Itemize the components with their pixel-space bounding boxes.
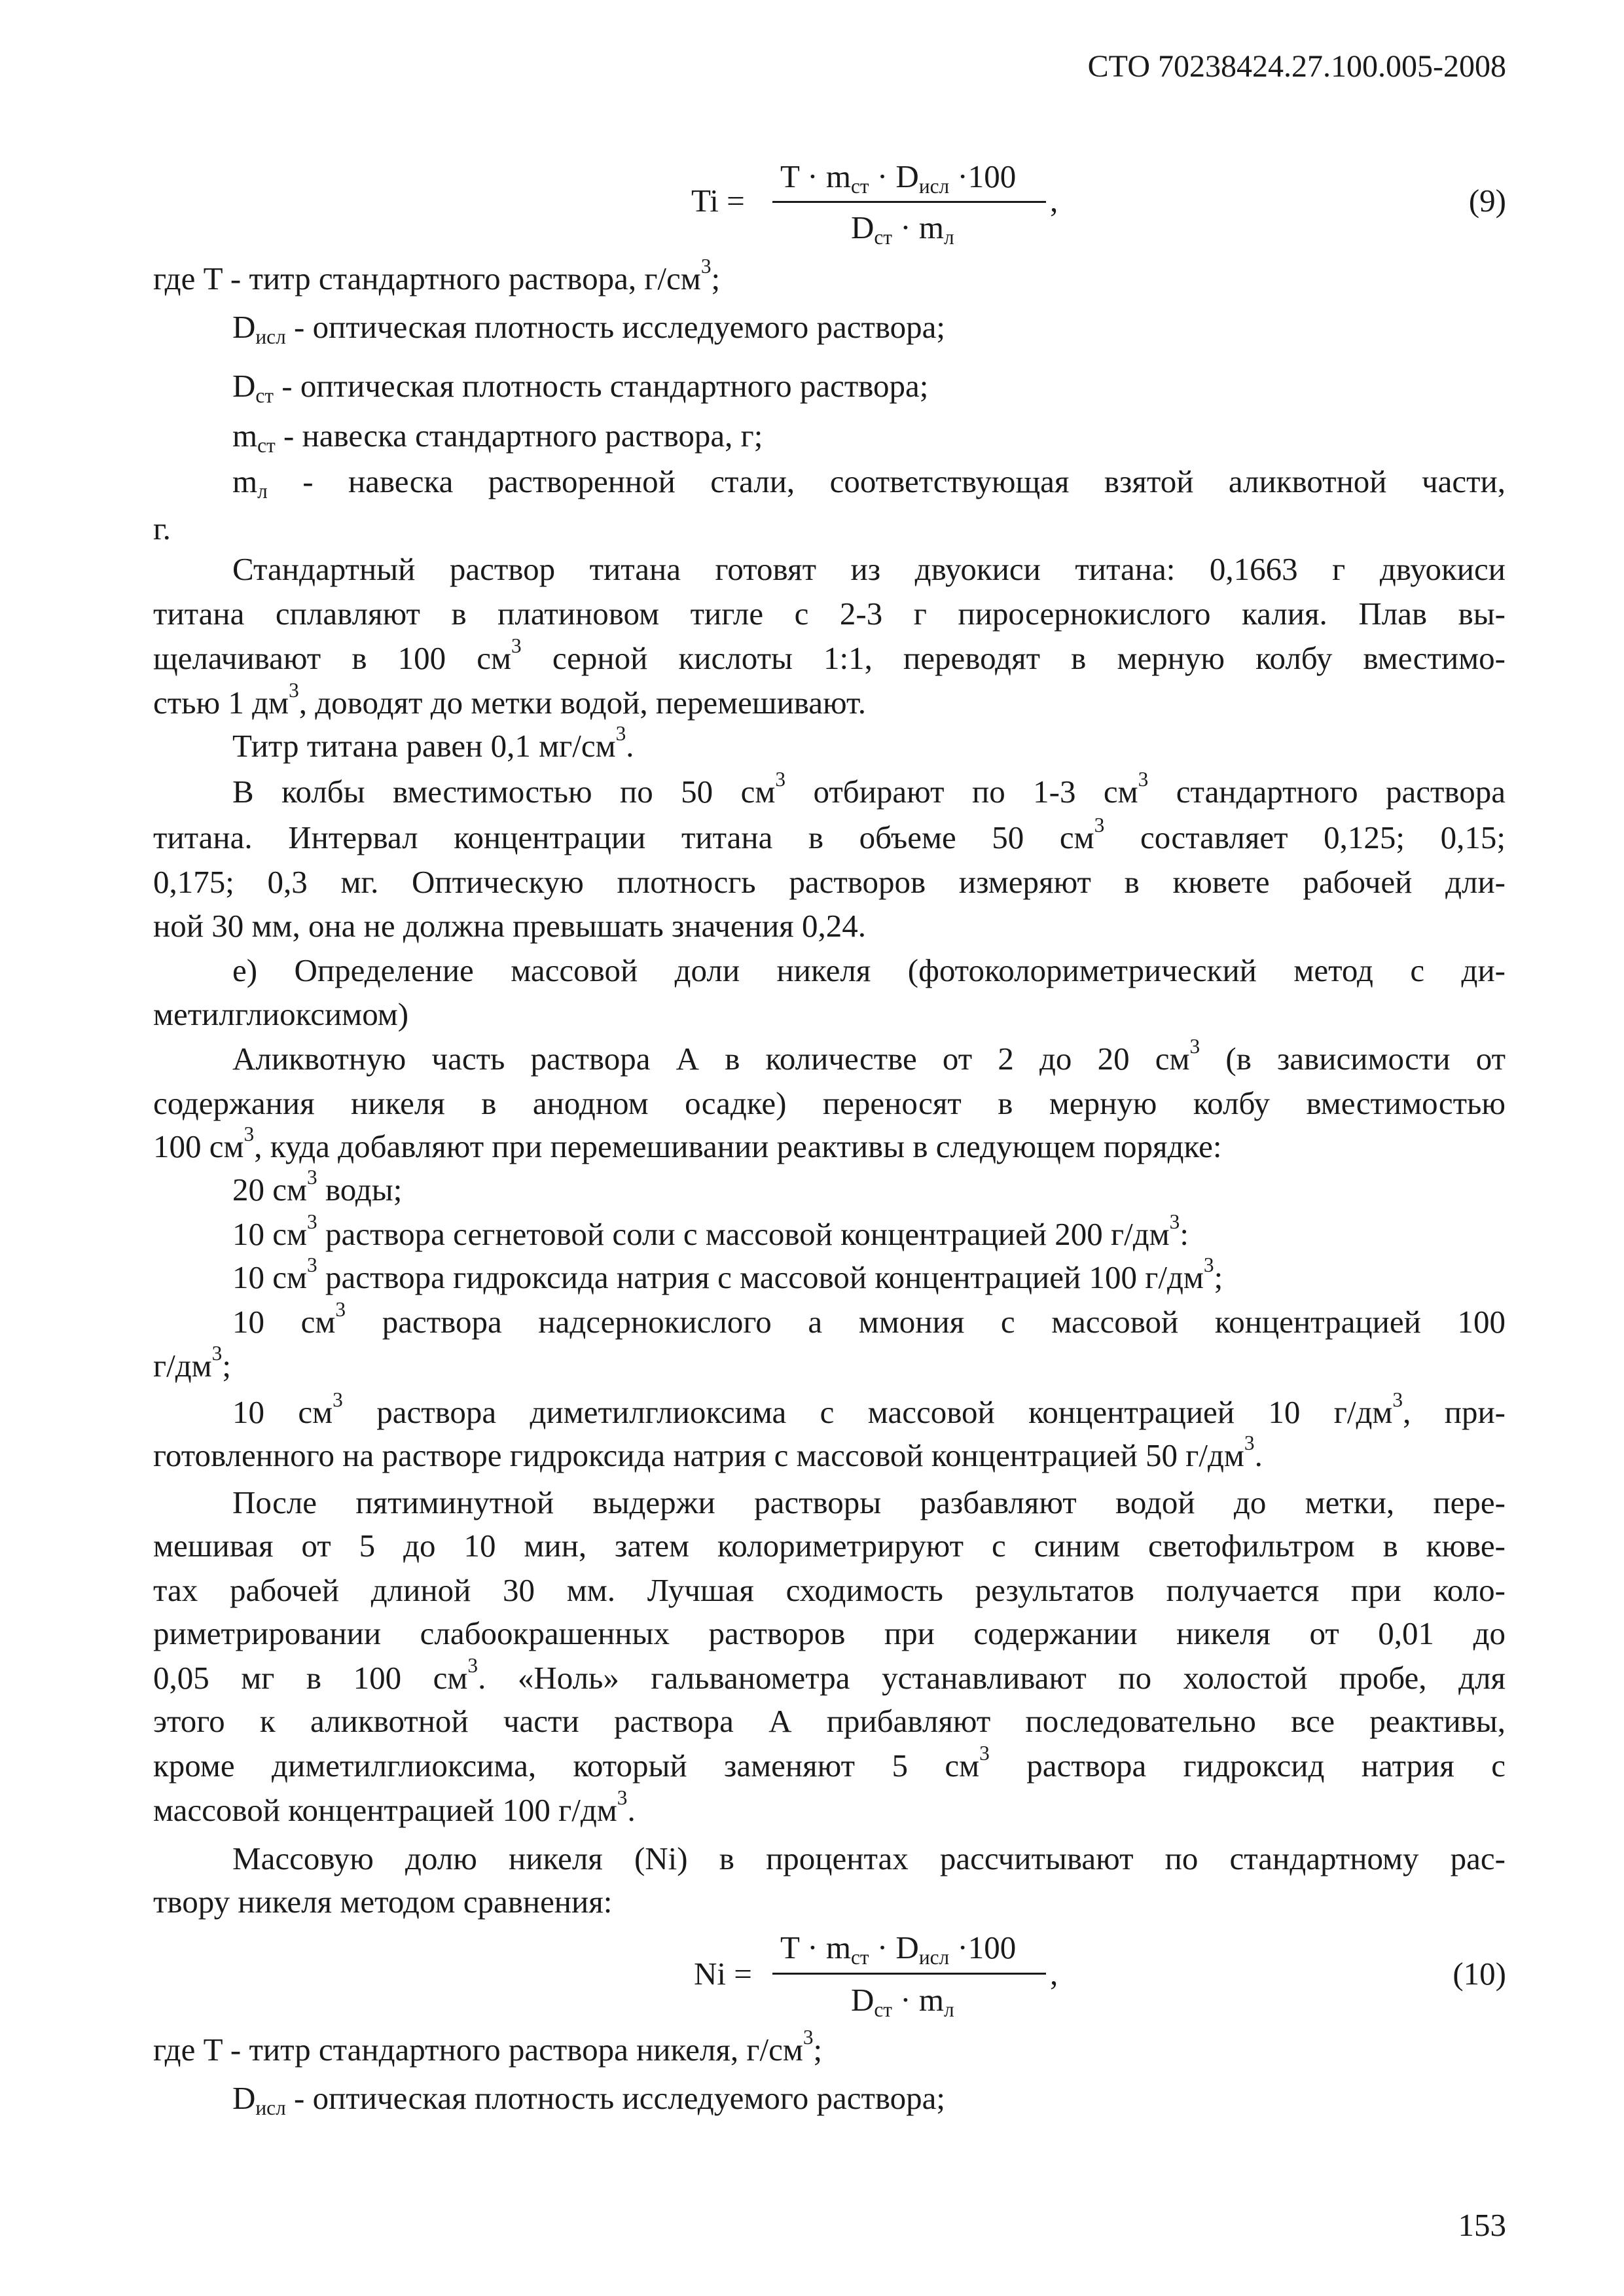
definition-d-isl: Dисл - оптическая плотность исследуемого раствора; xyxy=(232,309,946,348)
definition-t: где T - титр стандартного раствора, $г/см^3$; xyxy=(153,254,721,296)
paragraph-after-line-7: кроме диметилглиоксима, который заменяют 5 $см^3$ раствора гидроксид натрия с xyxy=(153,1741,1506,1784)
paragraph-after-line-8: массовой концентрацией 100 $г/дм^3$. xyxy=(153,1785,636,1828)
reagent-seignette-salt: 10 $см^3$ раствора сегнетовой соли с массовой концентрацией 200 $г/дм^3$: xyxy=(232,1210,1189,1252)
paragraph-flask-line-4: ной 30 мм, она не должна превышать значения 0,24. xyxy=(153,908,866,944)
formula-9-lhs: Ti = xyxy=(691,183,745,219)
page-number: 153 xyxy=(1458,2207,1506,2243)
formula-9-numerator: T · mст · Dисл ·100 xyxy=(780,158,1017,198)
definition-m-l: mл - навеска растворенной стали, соответствующая взятой аликвотной части, xyxy=(232,463,1506,503)
paragraph-after-line-4: риметрировании слабоокрашенных растворов при содержании никеля от 0,01 до xyxy=(153,1615,1506,1651)
paragraph-after-line-5: 0,05 мг в 100 $см^3$. «Ноль» гальванометра устанавливают по холостой пробе, для xyxy=(153,1653,1506,1696)
paragraph-nickel-line-1: Массовую долю никеля (Ni) в процентах рассчитывают по стандартному рас- xyxy=(232,1840,1506,1876)
definition-m-l-unit: г. xyxy=(153,511,171,547)
formula-10-fraction-bar xyxy=(772,1973,1046,1975)
formula-10-lhs: Ni = xyxy=(694,1956,752,1992)
reagent-sodium-hydroxide: 10 $см^3$ раствора гидроксида натрия с массовой концентрацией 100 $г/дм^3$; xyxy=(232,1253,1223,1295)
definition-t-nickel: где T - титр стандартного раствора никеля, $г/см^3$; xyxy=(153,2025,823,2068)
definition-d-isl-nickel: Dисл - оптическая плотность исследуемого раствора; xyxy=(232,2080,946,2119)
paragraph-standard-line-4: стью 1 $дм^3$, доводят до метки водой, перемешивают. xyxy=(153,678,866,721)
formula-9-number: (9) xyxy=(1468,183,1506,219)
paragraph-flask-line-2: титана. Интервал концентрации титана в объеме 50 $см^3$ составляет 0,125; 0,15; xyxy=(153,813,1506,855)
reagent-dimethylglyoxime-line-2: готовленного на растворе гидроксида натрия с массовой концентрацией 50 $г/дм^3$. xyxy=(153,1431,1263,1473)
formula-10-numerator: T · mст · Dисл ·100 xyxy=(780,1929,1017,1969)
paragraph-standard-line-3: щелачивают в 100 $см^3$ серной кислоты 1:1, переводят в мерную колбу вместимо- xyxy=(153,634,1506,676)
formula-9-fraction-bar xyxy=(772,201,1046,203)
paragraph-standard-line-1: Стандартный раствор титана готовят из двуокиси титана: 0,1663 г двуокиси xyxy=(232,551,1506,587)
paragraph-flask-line-1: В колбы вместимостью по 50 $см^3$ отбирают по 1-3 $см^3$ стандартного раствора xyxy=(232,767,1506,810)
paragraph-after-line-2: мешивая от 5 до 10 мин, затем колориметрируют с синим светофильтром в кюве- xyxy=(153,1528,1506,1564)
paragraph-aliquot-line-3: 100 $см^3$, куда добавляют при перемешивании реактивы в следующем порядке: xyxy=(153,1122,1222,1164)
paragraph-after-line-3: тах рабочей длиной 30 мм. Лучшая сходимость результатов получается при коло- xyxy=(153,1572,1506,1608)
formula-10-denominator: Dст · mл xyxy=(851,1982,954,2021)
formula-9-comma: , xyxy=(1050,183,1058,219)
paragraph-flask-line-3: 0,175; 0,3 мг. Оптическую плотносгь растворов измеряют в кювете рабочей дли- xyxy=(153,864,1506,900)
definition-m-st: mст - навеска стандартного раствора, г; xyxy=(232,418,763,457)
formula-10-number: (10) xyxy=(1453,1956,1506,1992)
formula-9-denominator: Dст · mл xyxy=(851,209,954,249)
reagent-water: 20 $см^3$ воды; xyxy=(232,1165,403,1208)
reagent-dimethylglyoxime-line-1: 10 $см^3$ раствора диметилглиоксима с массовой концентрацией 10 $г/дм^3$, при- xyxy=(232,1388,1506,1430)
definition-d-st: Dст - оптическая плотность стандартного раствора; xyxy=(232,368,929,407)
paragraph-aliquot-line-2: содержания никеля в анодном осадке) переносят в мерную колбу вместимостью xyxy=(153,1085,1506,1121)
paragraph-nickel-line-2: твору никеля методом сравнения: xyxy=(153,1884,613,1920)
reagent-ammonium-persulfate-unit: $г/дм^3$; xyxy=(153,1341,231,1384)
paragraph-titr: Титр титана равен 0,1 $мг/см^3$. xyxy=(232,721,634,764)
reagent-ammonium-persulfate: 10 $см^3$ раствора надсернокислого а ммония с массовой концентрацией 100 xyxy=(232,1297,1506,1340)
section-e-heading-line-1: е) Определение массовой доли никеля (фотоколориметрический метод с ди- xyxy=(232,952,1506,988)
formula-10-comma: , xyxy=(1050,1956,1058,1992)
paragraph-aliquot-line-1: Аликвотную часть раствора А в количестве от 2 до 20 $см^3$ (в зависимости от xyxy=(232,1034,1506,1077)
paragraph-after-line-6: этого к аликвотной части раствора А прибавляют последовательно все реактивы, xyxy=(153,1703,1506,1739)
paragraph-standard-line-2: титана сплавляют в платиновом тигле с 2-3 г пиросернокислого калия. Плав вы- xyxy=(153,596,1506,632)
paragraph-after-line-1: После пятиминутной выдержи растворы разбавляют водой до метки, пере- xyxy=(232,1484,1506,1520)
document-code-header: СТО 70238424.27.100.005-2008 xyxy=(1087,49,1506,84)
section-e-heading-line-2: метилглиоксимом) xyxy=(153,996,409,1032)
